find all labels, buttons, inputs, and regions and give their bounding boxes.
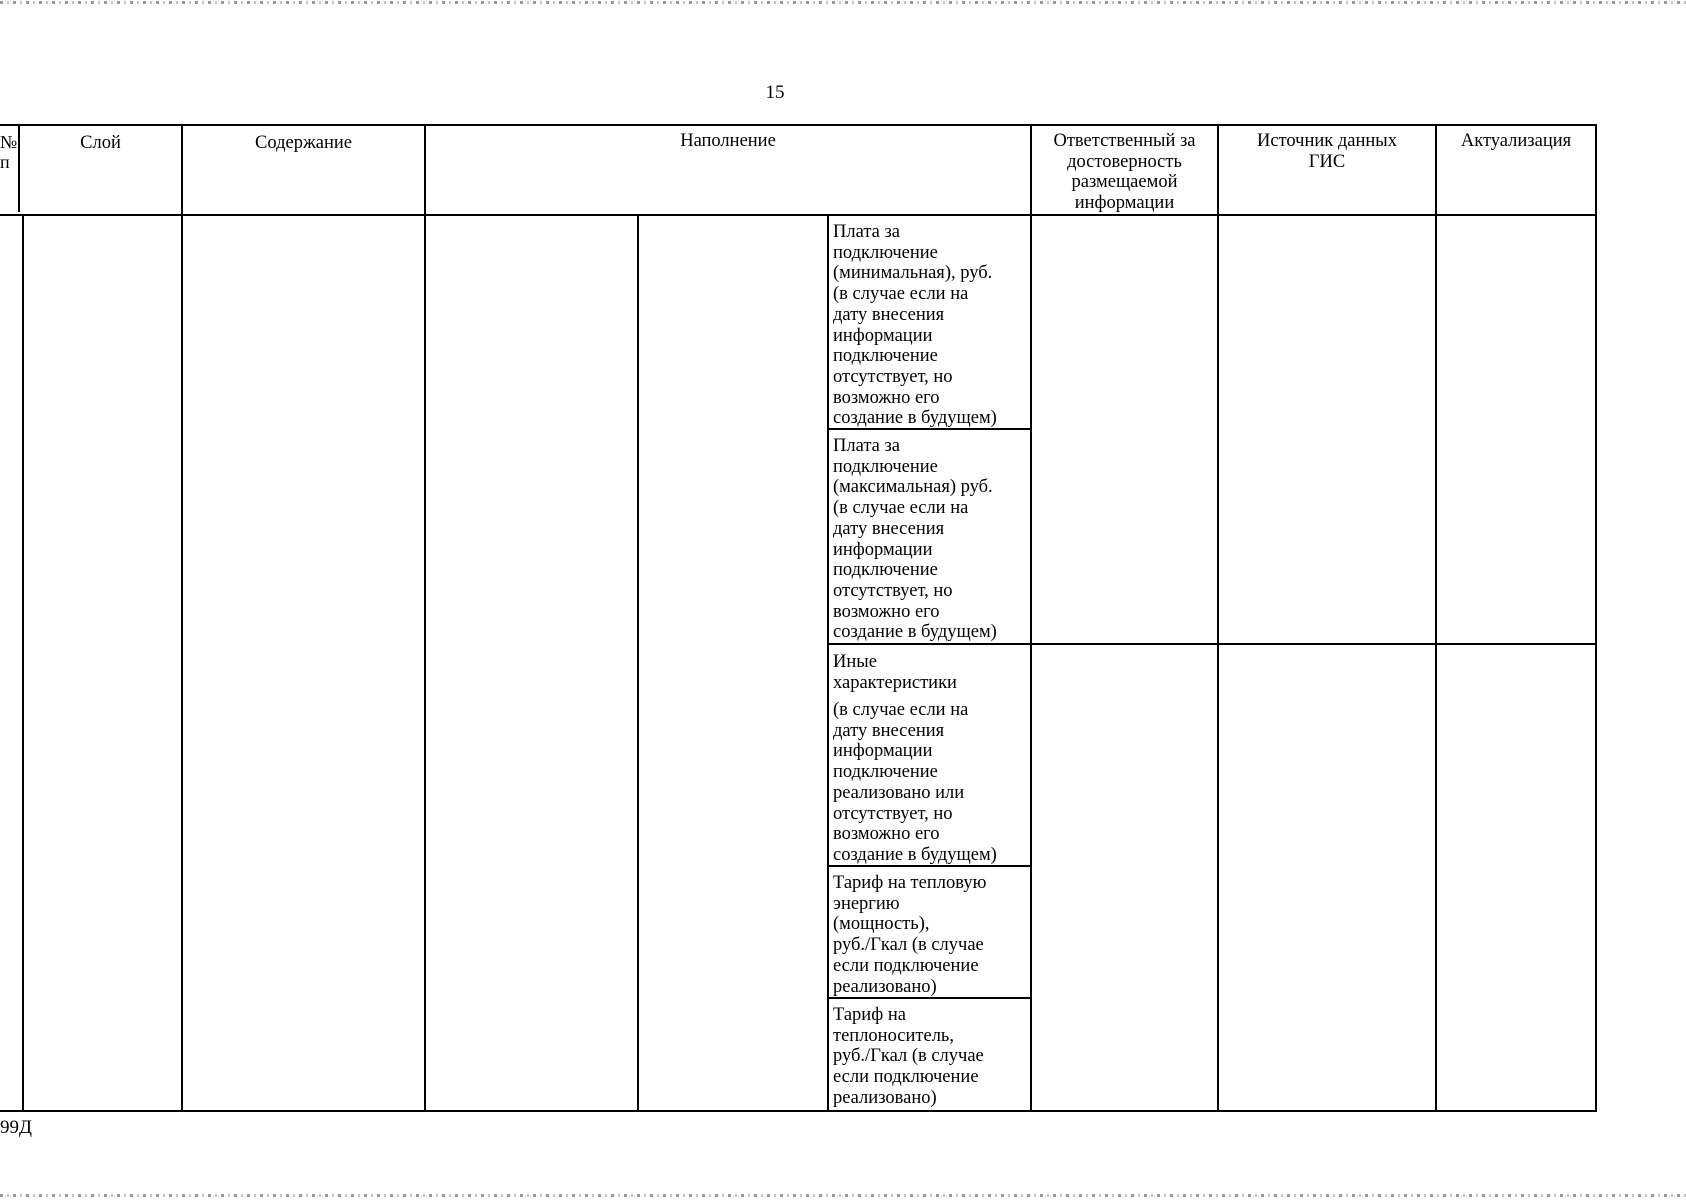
filling-item-3-note: (в случае если на дату внесения информации подключение реализовано или отсутствует, но возможно его создание в будущем) [833, 700, 997, 865]
col-border-content [424, 124, 426, 1112]
header-filling: Наполнение [680, 131, 776, 151]
header-content: Содержание [255, 133, 352, 153]
filling-item-2: Плата за подключение (максимальная) руб. (в случае если на дату внесения информации подключение отсутствует, но возможно его создание в будущем) [833, 436, 997, 643]
col-border-responsible [1217, 124, 1219, 1112]
col-border-num-body [22, 214, 24, 1112]
footer-code: 99Д [0, 1117, 32, 1138]
col-border-layer [181, 124, 183, 1112]
scan-edge-bottom [0, 1194, 1686, 1197]
header-update: Актуализация [1460, 131, 1572, 151]
row-divider-2 [827, 643, 1597, 645]
table-bottom-border [0, 1110, 1597, 1112]
page-number: 15 [765, 82, 785, 103]
row-divider-4 [827, 997, 1032, 999]
scan-edge-top [0, 1, 1686, 4]
filling-item-4: Тариф на тепловую энергию (мощность), руб./Гкал (в случае если подключение реализовано) [833, 873, 987, 997]
col-border-sub2 [827, 214, 829, 1112]
header-source: Источник данных ГИС [1256, 131, 1397, 172]
filling-item-1: Плата за подключение (минимальная), руб. (в случае если на дату внесения информации подключение отсутствует, но возможно его создание в будущем) [833, 222, 997, 429]
header-bottom-border [0, 214, 1597, 216]
header-layer: Слой [80, 133, 121, 153]
col-border-right [1595, 124, 1597, 1112]
filling-item-3-title: Иные характеристики [833, 652, 957, 693]
filling-item-5: Тариф на теплоноситель, руб./Гкал (в случае если подключение реализовано) [833, 1005, 984, 1108]
col-border-sub1 [637, 214, 639, 1112]
col-border-source [1435, 124, 1437, 1112]
header-responsible: Ответственный за достоверность размещаемой информации [1053, 131, 1196, 214]
table-top-border [0, 124, 1597, 126]
header-number-fragment: № п [0, 132, 18, 172]
col-border-filling [1030, 124, 1032, 1112]
